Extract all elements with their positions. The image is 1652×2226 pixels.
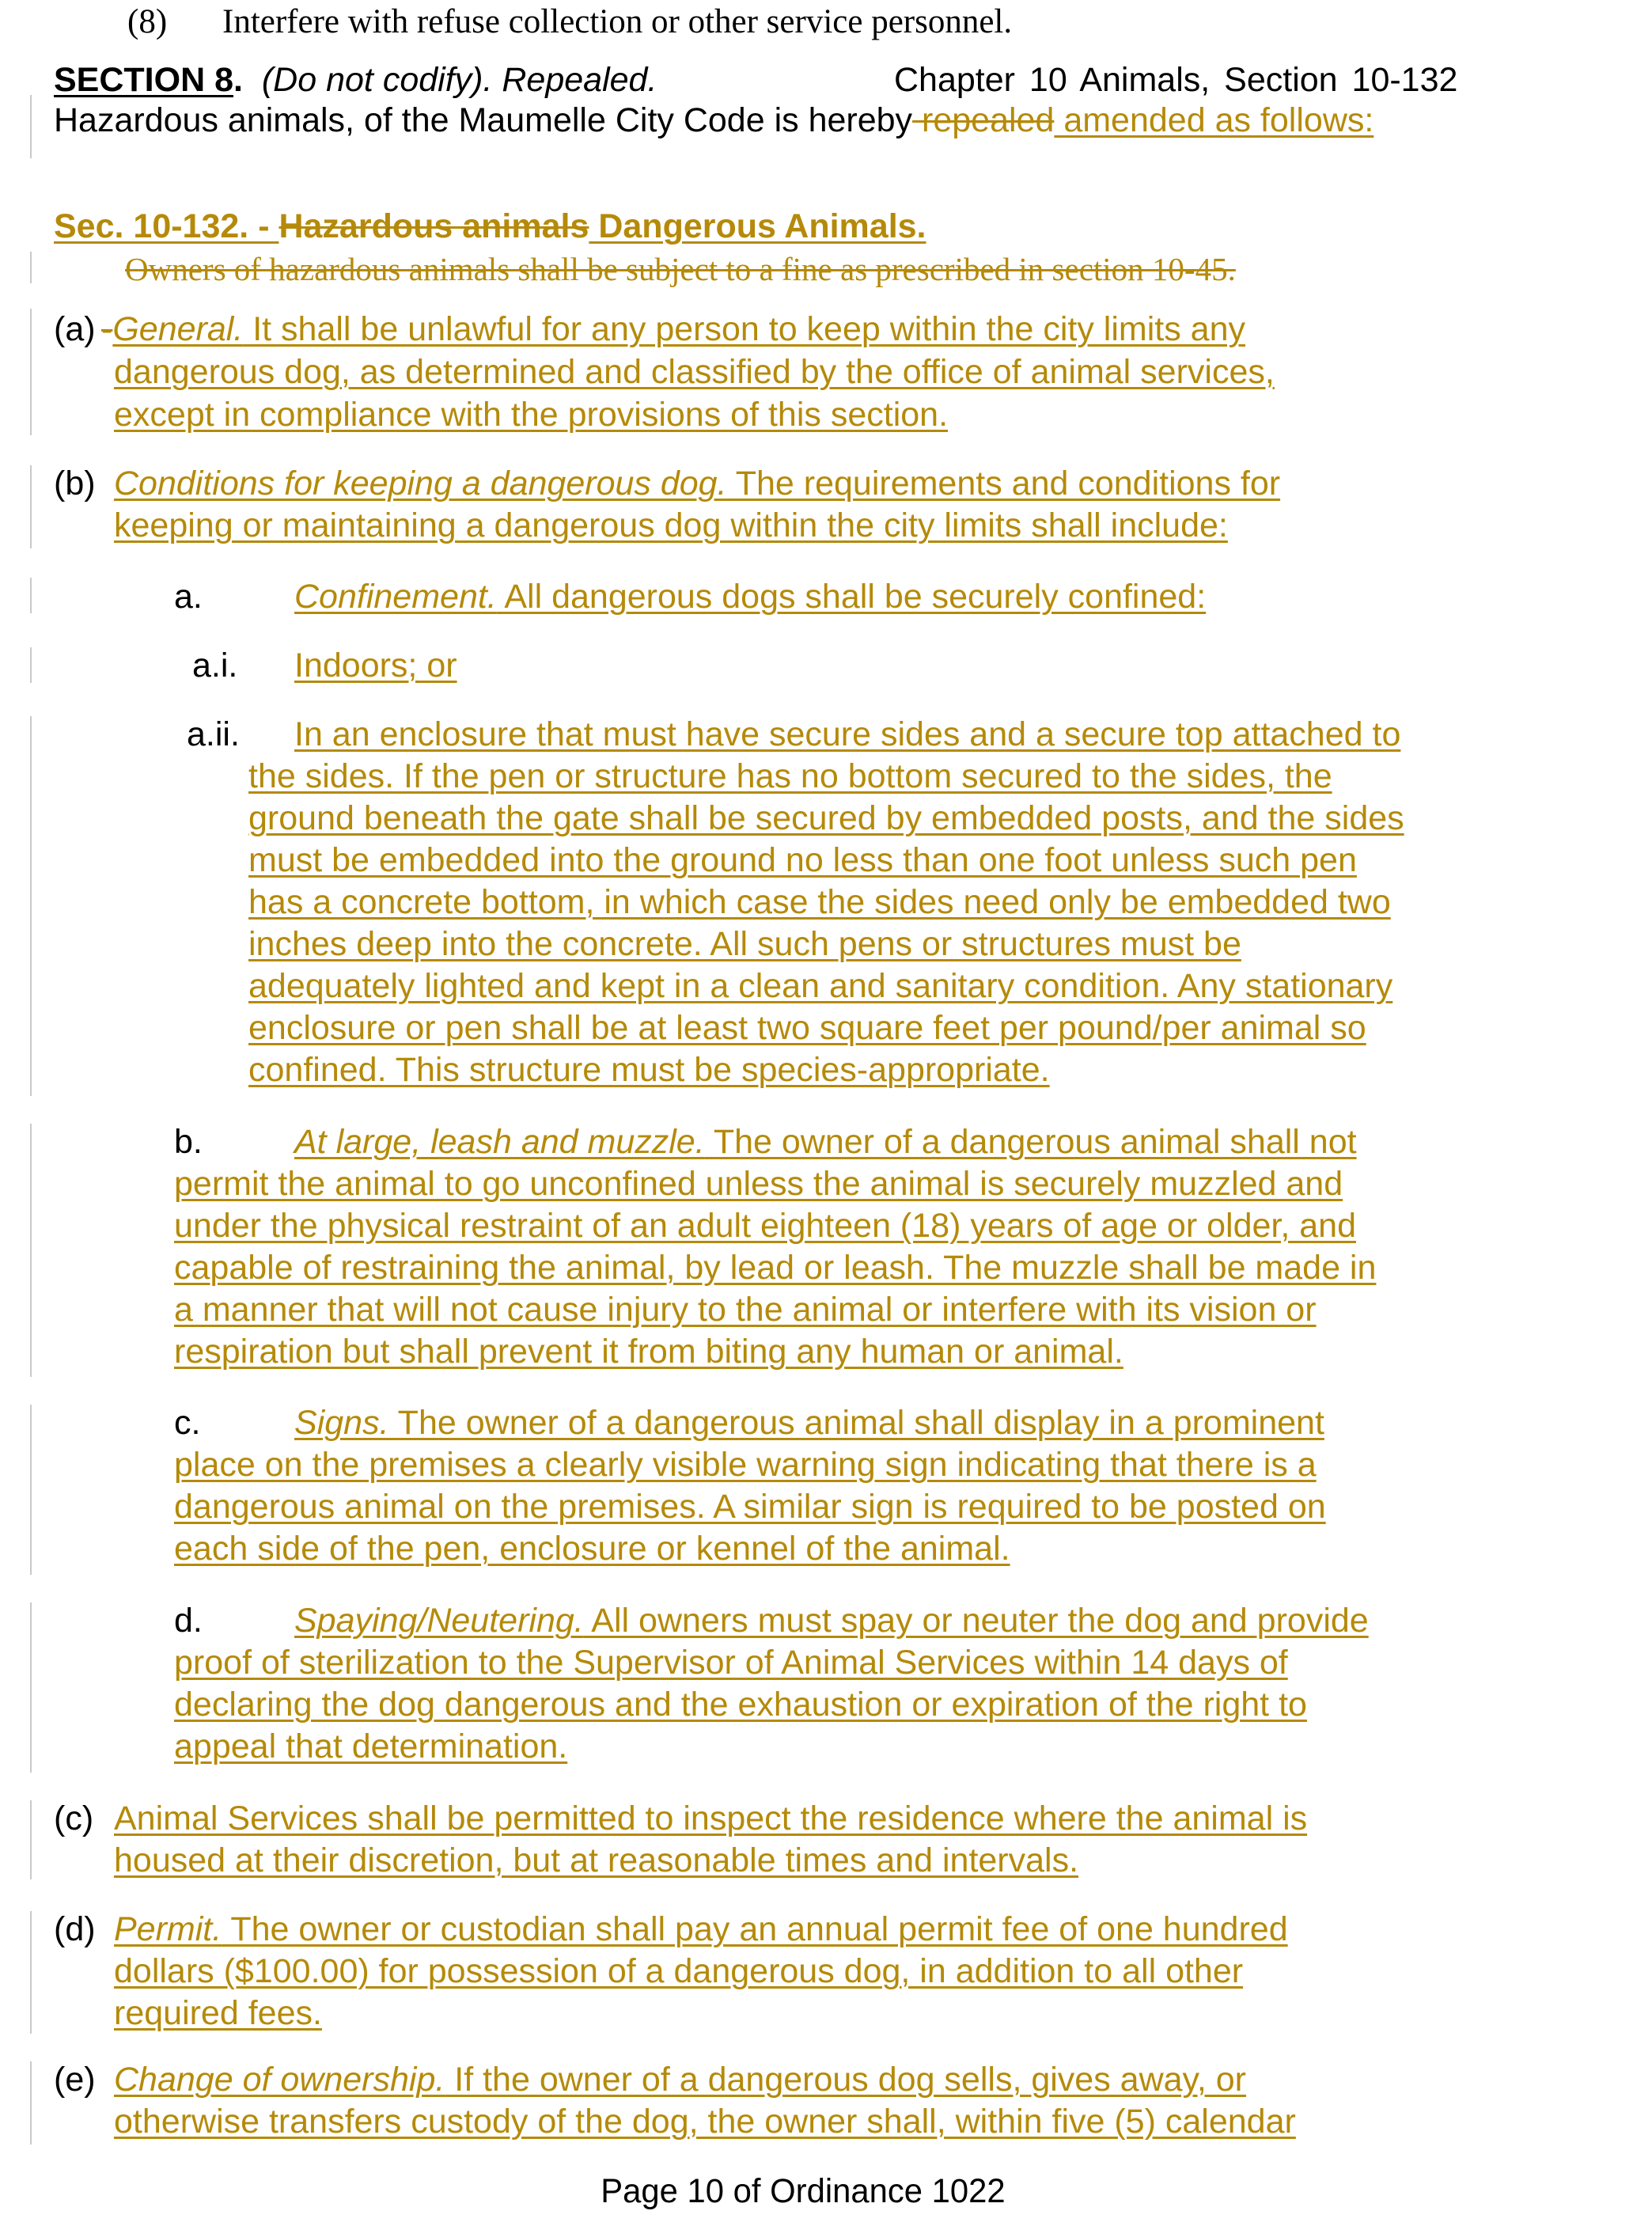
item-line: has a concrete bottom, in which case the sides need only be embedded two xyxy=(248,883,1391,921)
revision-bar xyxy=(30,1800,32,1879)
item-label: d. xyxy=(174,1602,203,1640)
item-line: The owner of a dangerous animal shall display in a prominent xyxy=(388,1404,1324,1442)
revision-bar xyxy=(30,647,32,683)
item-label: b. xyxy=(174,1123,203,1161)
item-title: At large, leash and muzzle. xyxy=(294,1123,705,1161)
item-text: All dangerous dogs shall be securely confined: xyxy=(496,578,1207,616)
revision-bar xyxy=(30,95,32,158)
item-line: permit the animal to go unconfined unless the animal is securely muzzled and xyxy=(174,1165,1343,1203)
paragraph-line: keeping or maintaining a dangerous dog within the city limits shall include: xyxy=(114,506,1228,544)
revision-bar xyxy=(30,716,32,1096)
section-heading: SECTION 8 xyxy=(54,61,233,99)
item-label: a.i. xyxy=(192,647,238,684)
item-line: ground beneath the gate shall be secured by embedded posts, and the sides xyxy=(248,799,1404,837)
paragraph-label: (b) xyxy=(54,465,96,502)
revision-bar xyxy=(30,578,32,613)
paragraph-label: (c) xyxy=(54,1799,94,1837)
item-line: each side of the pen, enclosure or kennel of the animal. xyxy=(174,1530,1010,1568)
section-line2: Hazardous animals, of the Maumelle City Code is hereby xyxy=(54,101,913,139)
item-line: under the physical restraint of an adult eighteen (18) years of age or older, and xyxy=(174,1207,1356,1245)
section-heading-dot: . xyxy=(233,61,243,99)
deleted-text: repealed xyxy=(912,101,1055,139)
paragraph-label: (d) xyxy=(54,1910,96,1948)
item-text: Indoors; or xyxy=(294,647,457,684)
item-line: inches deep into the concrete. All such pens or structures must be xyxy=(248,925,1241,963)
item-line: enclosure or pen shall be at least two square feet per pound/per animal so xyxy=(248,1009,1366,1047)
paragraph-line: dangerous dog, as determined and classified by the office of animal services, xyxy=(114,353,1275,391)
item-line: capable of restraining the animal, by lead or leash. The muzzle shall be made in xyxy=(174,1249,1377,1287)
deleted-sentence: Owners of hazardous animals shall be subject to a fine as prescribed in section 10-45. xyxy=(125,251,1236,287)
item-line: adequately lighted and kept in a clean and sanitary condition. Any stationary xyxy=(248,967,1393,1005)
item-title: Spaying/Neutering. xyxy=(294,1602,584,1640)
item-label: a.ii. xyxy=(187,715,240,753)
paragraph-title: Permit. xyxy=(114,1910,222,1948)
revision-bar xyxy=(30,1124,32,1377)
item-line: dangerous animal on the premises. A similar sign is required to be posted on xyxy=(174,1488,1326,1526)
item-title: Confinement. xyxy=(294,578,497,616)
revision-bar xyxy=(30,465,32,548)
item-title: Signs. xyxy=(294,1404,389,1442)
item-line: declaring the dog dangerous and the exhaustion or expiration of the right to xyxy=(174,1686,1307,1724)
page-footer: Page 10 of Ordinance 1022 xyxy=(601,2172,1006,2210)
revision-bar xyxy=(30,252,32,283)
section-note: (Do not codify). Repealed. xyxy=(261,61,657,99)
item-line: the sides. If the pen or structure has no bottom secured to the sides, the xyxy=(248,757,1332,795)
item-line: proof of sterilization to the Supervisor of Animal Services within 14 days of xyxy=(174,1644,1288,1682)
item-line: place on the premises a clearly visible warning sign indicating that there is a xyxy=(174,1446,1317,1484)
revision-bar xyxy=(30,1602,32,1773)
item-line: The owner of a dangerous animal shall not xyxy=(704,1123,1357,1161)
paragraph-label: (e) xyxy=(54,2061,96,2099)
paragraph-label: (a) xyxy=(54,310,96,348)
item-label: c. xyxy=(174,1404,201,1442)
sec-number: Sec. 10-132. - xyxy=(54,207,279,245)
paragraph-line: If the owner of a dangerous dog sells, gives away, or xyxy=(445,2061,1246,2099)
item-line: respiration but shall prevent it from biting any human or animal. xyxy=(174,1333,1123,1371)
paragraph-line: except in compliance with the provisions of this section. xyxy=(114,396,949,434)
paragraph-line: Animal Services shall be permitted to inspect the residence where the animal is xyxy=(114,1799,1308,1837)
deleted-title: Hazardous animals xyxy=(278,207,589,245)
paragraph-title: Conditions for keeping a dangerous dog. xyxy=(114,465,727,502)
item-number: (8) xyxy=(127,3,168,40)
item-text: Interfere with refuse collection or other service personnel. xyxy=(222,3,1013,40)
code-section-heading xyxy=(54,207,926,245)
item-line: All owners must spay or neuter the dog and provide xyxy=(583,1602,1369,1640)
inserted-text: amended as follows: xyxy=(1054,101,1374,139)
paragraph-line: required fees. xyxy=(114,1994,322,2032)
revision-bar xyxy=(30,1911,32,2034)
revision-bar xyxy=(30,1405,32,1575)
section-line1-rest: Chapter 10 Animals, Section 10-132 xyxy=(894,61,1458,99)
paragraph-line: dollars ($100.00) for possession of a dangerous dog, in addition to all other xyxy=(114,1952,1244,1990)
item-label: a. xyxy=(174,578,203,616)
paragraph-line: The requirements and conditions for xyxy=(726,465,1281,502)
item-line: appeal that determination. xyxy=(174,1727,568,1765)
item-line: a manner that will not cause injury to the animal or interfere with its vision or xyxy=(174,1291,1317,1329)
paragraph-title: General. xyxy=(112,310,244,348)
revision-bar xyxy=(30,2061,32,2144)
item-line: must be embedded into the ground no less than one foot unless such pen xyxy=(248,841,1357,879)
revision-bar xyxy=(30,309,32,435)
paragraph-line: otherwise transfers custody of the dog, the owner shall, within five (5) calendar xyxy=(114,2103,1296,2141)
paragraph-line: The owner or custodian shall pay an annual permit fee of one hundred xyxy=(222,1910,1288,1948)
paragraph-line: housed at their discretion, but at reasonable times and intervals. xyxy=(114,1841,1079,1879)
deleted-mark: - xyxy=(101,310,113,348)
paragraph-title: Change of ownership. xyxy=(114,2061,445,2099)
inserted-title: Dangerous Animals. xyxy=(589,207,926,245)
paragraph-line: It shall be unlawful for any person to keep within the city limits any xyxy=(243,310,1246,348)
item-line: confined. This structure must be species-appropriate. xyxy=(248,1051,1050,1089)
item-line: In an enclosure that must have secure sides and a secure top attached to xyxy=(294,715,1401,753)
